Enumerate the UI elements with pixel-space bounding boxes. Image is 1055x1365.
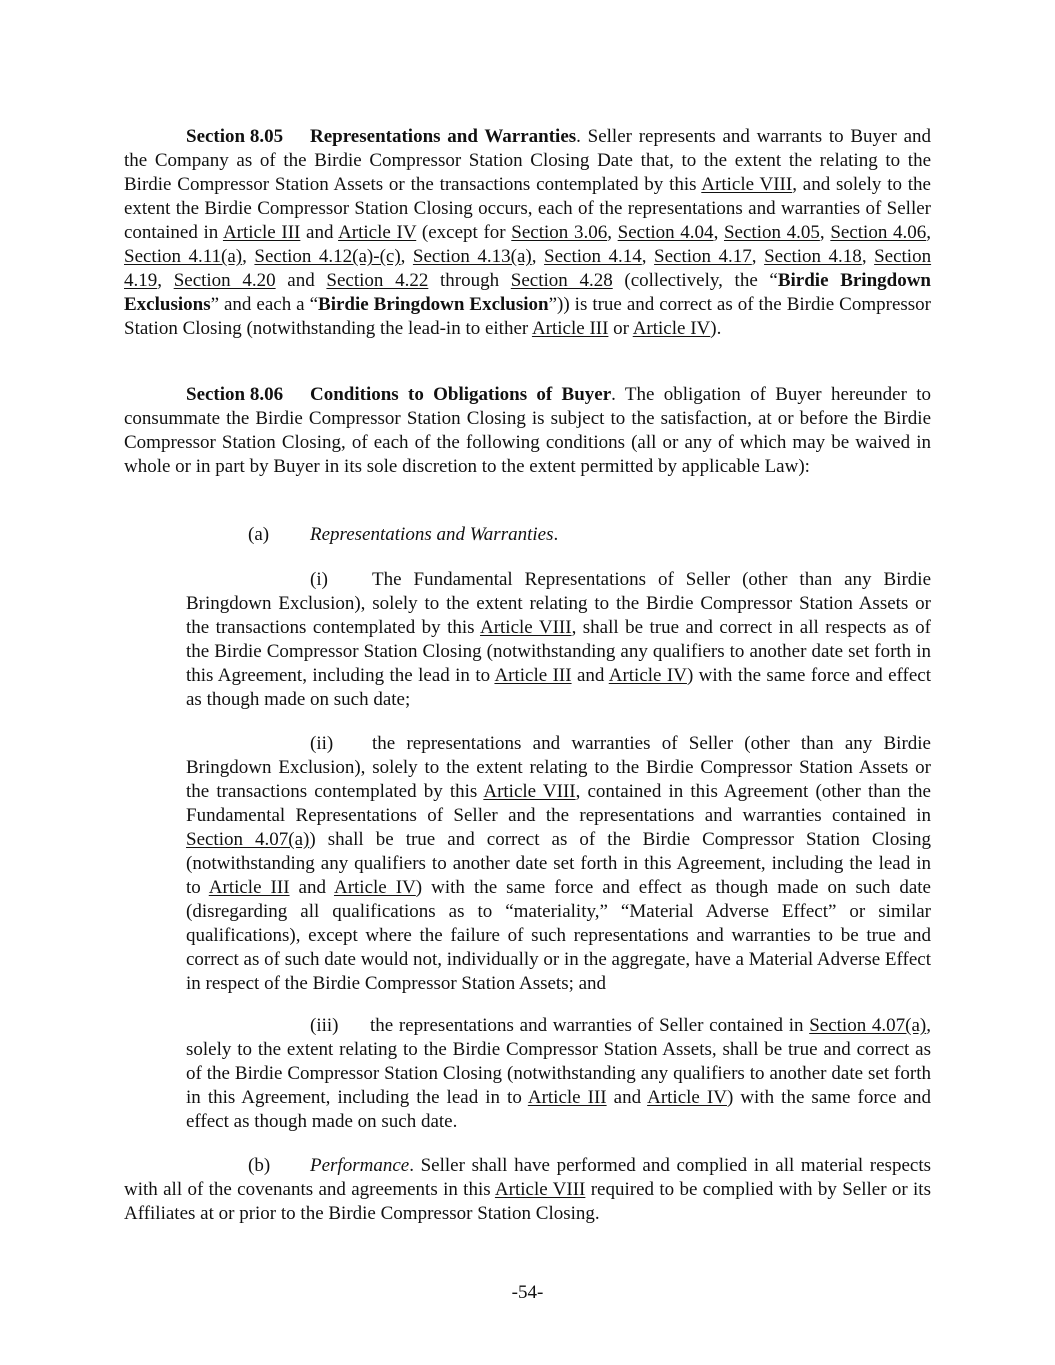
cross-reference: Article IV <box>632 318 711 339</box>
section-heading: Conditions to Obligations of Buyer <box>310 384 612 405</box>
paragraph-a: (a) Representations and Warranties. <box>248 524 559 545</box>
cross-reference: Section 4.05 <box>723 222 820 243</box>
page-number: -54- <box>511 1282 544 1303</box>
cross-reference: Section 3.06 <box>511 222 608 243</box>
cross-reference: Section 4.22 <box>326 270 429 291</box>
paragraph-label: (i) <box>310 569 328 590</box>
section-8-06: Section 8.06 Conditions to Obligations of Buyer. The obligation of Buyer hereunder to consummate the Birdie Compressor Station Closing is subject to the satisfaction, at or before the Birdie Compressor Station Closing, of each of the following conditions (all or any of which may be waived in whole or in part by Buyer in its sole discretion to the extent permitted by applicable Law): <box>124 384 931 477</box>
cross-reference: Section 4.04 <box>617 222 714 243</box>
cross-reference: Article III <box>208 877 290 898</box>
cross-reference: Section 4.20 <box>173 270 276 291</box>
cross-reference: Article IV <box>608 665 687 686</box>
cross-reference: Article VIII <box>479 617 572 638</box>
defined-term: Birdie Bringdown Exclusion <box>318 294 549 315</box>
cross-reference: Article VIII <box>701 174 793 195</box>
paragraph-i: (i) The Fundamental Representations of Seller (other than any Birdie Bringdown Exclusion), solely to the extent relating to the Birdie Compressor Station Assets or the transactions contemplated by this Article VIII, shall be true and correct in all respects as of the Birdie Compressor Station Closing (notwithstanding any qualifiers to another date set forth in this Agreement, including the lead in to Article III and Article IV) with the same force and effect as though made on such date; <box>186 569 931 710</box>
paragraph-b: (b) Performance. Seller shall have performed and complied in all material respects with all of the covenants and agreements in this Article VIII required to be complied with by Seller or its Affiliates at or prior to the Birdie Compressor Station Closing. <box>124 1155 931 1224</box>
cross-reference: Section 4.17 <box>654 246 752 267</box>
paragraph-heading: Performance <box>310 1155 410 1176</box>
defined-term: Birdie Bringdown Exclusions <box>124 270 932 315</box>
cross-reference: Article IV <box>333 877 416 898</box>
cross-reference: Section 4.13(a) <box>412 246 532 267</box>
cross-reference: Section 4.19 <box>124 246 932 291</box>
section-number: Section 8.05 <box>186 126 284 147</box>
paragraph-heading: Representations and Warranties <box>310 524 554 545</box>
cross-reference: Article III <box>531 318 609 339</box>
paragraph-ii: (ii) the representations and warranties of Seller (other than any Birdie Bringdown Exclusion), solely to the extent relating to the Birdie Compressor Station Assets or the transactions contemplated by this Article VIII, contained in this Agreement (other than the Fundamental Representations of Seller and the representations and warranties contained in Section 4.07(a)) shall be true and correct as of the Birdie Compressor Station Closing (notwithstanding any qualifiers to another date set forth in this Agreement, including the lead in to Article III and Article IV) with the same force and effect as though made on such date (disregarding all qualifications as to “materiality,” “Material Adverse Effect” or similar qualifications), except where the failure of such representations and warranties to be true and correct as of such date would not, individually or in the aggregate, have a Material Adverse Effect in respect of the Birdie Compressor Station Assets; and <box>186 733 932 994</box>
paragraph-label: (iii) <box>310 1015 339 1036</box>
cross-reference: Article III <box>527 1087 607 1108</box>
cross-reference: Section 4.14 <box>544 246 642 267</box>
cross-reference: Article III <box>494 665 572 686</box>
cross-reference: Section 4.18 <box>764 246 862 267</box>
paragraph-label: (a) <box>248 524 270 545</box>
cross-reference: Article IV <box>647 1087 727 1108</box>
cross-reference: Section 4.11(a) <box>124 246 243 267</box>
paragraph-iii: (iii) the representations and warranties of Seller contained in Section 4.07(a), solely to the extent relating to the Birdie Compressor Station Assets, shall be true and correct as of the Birdie Compressor Station Closing (notwithstanding any qualifiers to another date set forth in this Agreement, including the lead in to Article III and Article IV) with the same force and effect as though made on such date. <box>186 1015 932 1132</box>
section-heading: Representations and Warranties <box>310 126 577 147</box>
cross-reference: Article VIII <box>494 1179 586 1200</box>
cross-reference: Section 4.07(a) <box>186 829 310 850</box>
cross-reference: Article IV <box>338 222 417 243</box>
paragraph-label: (b) <box>248 1155 271 1176</box>
cross-reference: Article III <box>222 222 301 243</box>
section-8-05: Section 8.05 Representations and Warranties. Seller represents and warrants to Buyer and the Company as of the Birdie Compressor Station Closing Date that, to the extent the relating to the Birdie Compressor Station Assets or the transactions contemplated by this Article VIII, and solely to the extent the Birdie Compressor Station Closing occurs, each of the representations and warranties of Seller contained in Article III and Article IV (except for Section 3.06, Section 4.04, Section 4.05, Section 4.06, Section 4.11(a), Section 4.12(a)-(c), Section 4.13(a), Section 4.14, Section 4.17, Section 4.18, Section 4.19, Section 4.20 and Section 4.22 through Section 4.28 (collectively, the “Birdie Bringdown Exclusions” and each a “Birdie Bringdown Exclusion”)) is true and correct as of the Birdie Compressor Station Closing (notwithstanding the lead-in to either Article III or Article IV). <box>124 126 932 339</box>
cross-reference: Section 4.06 <box>830 222 927 243</box>
cross-reference: Article VIII <box>483 781 576 802</box>
section-number: Section 8.06 <box>186 384 284 405</box>
cross-reference: Section 4.07(a) <box>809 1015 927 1036</box>
cross-reference: Section 4.28 <box>510 270 613 291</box>
cross-reference: Section 4.12(a)-(c) <box>254 246 401 267</box>
paragraph-label: (ii) <box>310 733 334 754</box>
